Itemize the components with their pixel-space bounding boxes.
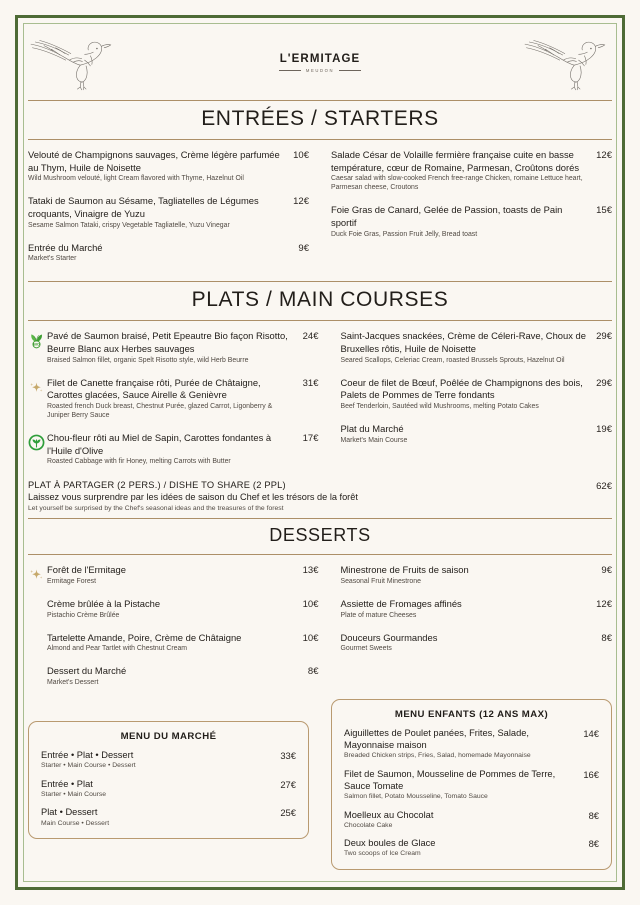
menu-item-text — [47, 665, 308, 688]
menu-item-name-fr: Crème brûlée à la Pistache — [47, 597, 161, 609]
kids-menu-column — [331, 699, 612, 870]
menu-item-price: 9€ — [298, 242, 309, 254]
kids-menu-row-en: Breaded Chicken strips, Fries, Salad, homemade Mayonnaise — [344, 752, 531, 760]
brand-logo — [118, 53, 522, 73]
menu-item-name-en: Pistachio Crème Brûlée — [47, 611, 120, 619]
market-menu-card[interactable] — [28, 721, 309, 839]
bio-leaf-icon — [28, 332, 45, 349]
menu-item-name-en: Market's Main Course — [340, 436, 408, 444]
menu-item-price: 10€ — [302, 598, 319, 610]
market-menu-row-text — [41, 806, 280, 828]
kids-menu-card[interactable] — [331, 699, 612, 870]
menu-item-name-en: Market's Dessert — [47, 678, 99, 686]
menu-item[interactable] — [47, 665, 319, 688]
desserts-columns — [28, 564, 612, 699]
section-header-desserts — [28, 518, 612, 555]
menu-item[interactable] — [28, 149, 309, 184]
menu-item-text — [47, 330, 303, 365]
menu-item-name-fr: Dessert du Marché — [47, 665, 127, 677]
menu-item-price: 13€ — [302, 565, 319, 577]
market-menu-row[interactable] — [41, 749, 296, 771]
menu-item-name-fr: Salade César de Volaille fermière française cuite en basse température, cœur de Romaine, Parmesan, Croûtons dorés — [331, 149, 580, 173]
menu-item-name-en: Almond and Pear Tartlet with Chestnut Cream — [47, 645, 188, 653]
menu-item-name-fr: Velouté de Champignons sauvages, Crème légère parfumée au Thym, Huile de Noisette — [28, 149, 280, 173]
section-header-starters — [28, 100, 612, 140]
brand-rule-right — [339, 70, 361, 71]
menu-item-name-fr: Pavé de Saumon braisé, Petit Epeautre Bio façon Risotto, Beurre Blanc aux Herbes sauvages — [47, 330, 288, 355]
menu-item[interactable] — [33, 330, 319, 365]
menu-item-text — [28, 242, 298, 265]
market-menu-column — [28, 699, 309, 839]
menu-item-price: 8€ — [307, 666, 319, 678]
market-menu-spacer — [28, 699, 309, 721]
menu-item-price: 29€ — [596, 331, 612, 343]
menu-item-price: 31€ — [302, 377, 319, 389]
kids-menu-row-fr: Filet de Saumon, Mousseline de Pommes de Terre, Sauce Tomate — [344, 768, 556, 791]
menu-item[interactable] — [341, 598, 613, 621]
menu-item-name-en: Roasted Cabbage with fir Honey, melting Carrots with Butter — [47, 458, 231, 466]
menu-item-text — [47, 432, 303, 467]
mains-left-column — [28, 330, 319, 478]
pheasant-illustration-left — [28, 34, 118, 92]
market-menu-row-text — [41, 749, 280, 771]
menu-item-text — [331, 149, 596, 193]
kids-menu-row-text — [344, 809, 589, 831]
kids-menu-row[interactable] — [344, 727, 599, 761]
menu-item-text — [47, 598, 303, 621]
menu-item-price: 10€ — [293, 150, 309, 161]
menu-item-name-fr: Entrée du Marché — [28, 241, 103, 253]
menu-item-name-fr: Filet de Canette française rôti, Purée de Châtaigne, Carottes glacées, Sauce Airelle & Genièvre — [47, 376, 261, 401]
share-plate-price: 62€ — [596, 481, 612, 493]
svg-text:BIO: BIO — [33, 343, 40, 348]
kids-menu-row-price: 8€ — [588, 809, 599, 821]
sparkle-icon — [28, 379, 45, 396]
kids-menu-title: MENU ENFANTS (12 ANS MAX) — [394, 708, 549, 720]
market-menu-row-text — [41, 778, 280, 800]
menu-item-name-en: Ermitage Forest — [47, 577, 97, 585]
market-menu-row[interactable] — [41, 806, 296, 828]
menu-item[interactable] — [331, 204, 612, 239]
menu-item-name-fr: Foie Gras de Canard, Gelée de Passion, toasts de Pain sportif — [331, 204, 563, 228]
menu-item-name-en: Braised Salmon fillet, organic Spelt Risotto style, wild Herb Beurre — [47, 356, 249, 364]
kids-menu-row-text — [344, 727, 583, 761]
kids-menu-row-fr: Moelleux au Chocolat — [344, 809, 434, 820]
menu-item[interactable] — [47, 632, 319, 655]
menu-item-text — [28, 149, 293, 184]
menu-item-text — [341, 330, 597, 365]
menu-item[interactable] — [47, 564, 319, 587]
menu-sheet — [28, 28, 612, 877]
menu-item-text — [341, 564, 602, 587]
menu-item-name-en: Caesar salad with slow-cooked French free-range Chicken, romaine Lettuce heart, Parmesan cheese, Croutons — [331, 175, 583, 192]
menu-item-name-en: Duck Foie Gras, Passion Fruit Jelly, Bread toast — [331, 230, 478, 238]
brand-name: L'ERMITAGE — [279, 53, 361, 65]
menu-item-name-en: Roasted french Duck breast, Chestnut Purée, glazed Carrot, Ligonberry & Juniper Berry Sauce — [47, 403, 273, 420]
menu-item-name-fr: Tataki de Saumon au Sésame, Tagliatelles de Légumes croquants, Vinaigre de Yuzu — [28, 195, 259, 220]
menu-item-name-fr: Coeur de filet de Bœuf, Poêlée de Champignons des bois, Palets de Pommes de Terre fondants — [340, 376, 583, 401]
menu-item-name-fr: Minestrone de Fruits de saison — [340, 564, 469, 576]
menu-item[interactable] — [341, 632, 613, 655]
menu-item-name-fr: Plat du Marché — [340, 423, 404, 435]
share-plate-text — [28, 480, 596, 512]
market-menu-row-price: 33€ — [280, 749, 296, 761]
kids-menu-row-fr: Aiguillettes de Poulet panées, Frites, Salade, Mayonnaise maison — [344, 727, 530, 750]
market-menu-row-fr: Plat • Dessert — [41, 807, 98, 818]
menu-item-price: 12€ — [596, 150, 612, 161]
section-header-mains — [28, 281, 612, 321]
brand-subtitle-wrap — [124, 68, 516, 73]
market-menu-row[interactable] — [41, 778, 296, 800]
menu-item-price: 12€ — [293, 196, 309, 208]
kids-menu-row[interactable] — [344, 768, 599, 802]
market-menu-row-en: Starter • Main Course • Dessert — [41, 762, 136, 769]
menu-item-name-fr: Saint-Jacques snackées, Crème de Céleri-Rave, Choux de Bruxelles rôtis, Huile de Noisette — [340, 330, 586, 355]
menu-item-name-en: Beef Tenderloin, Sautéed wild Mushrooms, melting Potato Cakes — [340, 403, 539, 411]
menu-item-name-en: Plate of mature Cheeses — [340, 611, 417, 619]
desserts-right-column — [341, 564, 613, 699]
menu-item[interactable] — [341, 564, 613, 587]
market-menu-row-price: 25€ — [280, 807, 296, 819]
share-plate-description-fr: Laissez vous surprendre par les idées de saison du Chef et les trésors de la forêt — [28, 492, 358, 503]
starters-right-column — [331, 149, 612, 275]
menu-item-price: 15€ — [596, 205, 612, 217]
menu-item[interactable] — [47, 598, 319, 621]
menu-item-text — [28, 195, 293, 230]
menu-item-price: 29€ — [596, 377, 612, 389]
vegetarian-icon — [28, 434, 45, 451]
section-title-mains: PLATS / MAIN COURSES — [191, 288, 449, 312]
menu-item-name-en: Wild Mushroom velouté, light Cream flavored with Thyme, Hazelnut Oil — [28, 175, 244, 183]
menu-item-price: 17€ — [302, 433, 319, 444]
menu-item-price: 19€ — [596, 424, 612, 436]
market-menu-row-fr: Entrée • Plat • Dessert — [41, 749, 134, 760]
share-plate-description-en: Let yourself be surprised by the Chef's seasonal ideas and the treasures of the forest — [28, 505, 284, 513]
brand-subtitle: MEUDON — [305, 68, 335, 73]
market-menu-row-fr: Entrée • Plat — [41, 778, 93, 789]
menu-item[interactable] — [331, 149, 612, 193]
menu-item-text — [47, 377, 303, 421]
mains-columns — [28, 330, 612, 478]
menu-item[interactable] — [47, 377, 319, 421]
menu-item-text — [47, 632, 303, 655]
menu-item-name-en: Market's Starter — [28, 255, 77, 263]
market-menu-row-price: 27€ — [280, 778, 296, 790]
brand-rule-left — [279, 70, 301, 71]
menu-item-price: 10€ — [302, 632, 319, 644]
pheasant-illustration-right — [522, 34, 612, 92]
menu-item-name-en: Sesame Salmon Tataki, crispy Vegetable Tagliatelle, Yuzu Vinegar — [28, 221, 230, 229]
menu-item-text — [47, 564, 303, 587]
desserts-left-column — [28, 564, 319, 699]
kids-menu-row-fr: Deux boules de Glace — [344, 838, 436, 849]
menu-item-name-fr: Assiette de Fromages affinés — [340, 597, 462, 609]
mains-right-column — [341, 330, 613, 478]
kids-menu-row-price: 8€ — [588, 838, 599, 850]
menu-item[interactable] — [341, 330, 613, 365]
menu-item[interactable] — [28, 242, 309, 265]
menu-item-name-fr: Douceurs Gourmandes — [340, 631, 438, 643]
kids-menu-row-en: Salmon fillet, Potato Mousseline, Tomato Sauce — [344, 792, 488, 800]
kids-menu-row[interactable] — [344, 809, 599, 831]
sparkle-icon — [28, 566, 45, 583]
market-menu-row-en: Main Course • Dessert — [41, 819, 110, 827]
menu-item[interactable] — [28, 195, 309, 230]
menu-item-price: 12€ — [596, 598, 612, 610]
starters-left-column — [28, 149, 309, 275]
menu-item-price: 9€ — [601, 565, 612, 577]
menu-item-name-en: Gourmet Sweets — [340, 645, 392, 653]
section-title-starters: ENTRÉES / STARTERS — [201, 107, 439, 130]
kids-menu-row-en: Chocolate Cake — [344, 821, 393, 829]
kids-menu-row-text — [344, 837, 589, 859]
share-plate-title: PLAT À PARTAGER (2 PERS.) / DISHE TO SHARE (2 PPL) — [28, 480, 286, 491]
menu-item-name-en: Seared Scallops, Celeriac Cream, roasted Brussels Sprouts, Hazelnut Oil — [340, 356, 565, 364]
menu-item[interactable] — [341, 377, 613, 412]
menu-item-text — [341, 632, 602, 655]
formula-boxes — [28, 699, 612, 870]
menu-item[interactable] — [341, 423, 613, 446]
menu-item-name-en: Seasonal Fruit Minestrone — [340, 577, 421, 585]
menu-item-text — [341, 377, 597, 412]
share-plate-item[interactable] — [28, 480, 612, 512]
kids-menu-row-price: 14€ — [583, 727, 599, 739]
menu-item-price: 8€ — [601, 632, 612, 644]
kids-menu-row-en: Two scoops of Ice Cream — [344, 850, 421, 858]
market-menu-title: MENU DU MARCHÉ — [120, 730, 217, 742]
kids-menu-row-price: 16€ — [583, 768, 599, 780]
masthead — [28, 32, 612, 94]
menu-item-name-fr: Tartelette Amande, Poire, Crème de Châtaigne — [47, 631, 242, 643]
kids-menu-row[interactable] — [344, 837, 599, 859]
section-title-desserts: DESSERTS — [269, 525, 371, 546]
market-menu-row-en: Starter • Main Course — [41, 790, 107, 798]
menu-item-price: 24€ — [302, 331, 319, 343]
menu-item-name-fr: Chou-fleur rôti au Miel de Sapin, Carottes fondantes à l'Huile d'Olive — [47, 432, 272, 456]
starters-columns — [28, 149, 612, 275]
menu-item-text — [341, 598, 597, 621]
kids-menu-row-text — [344, 768, 583, 802]
menu-item[interactable] — [47, 432, 319, 467]
menu-item-text — [341, 423, 597, 446]
menu-item-name-fr: Forêt de l'Ermitage — [47, 564, 126, 576]
menu-item-text — [331, 204, 596, 239]
